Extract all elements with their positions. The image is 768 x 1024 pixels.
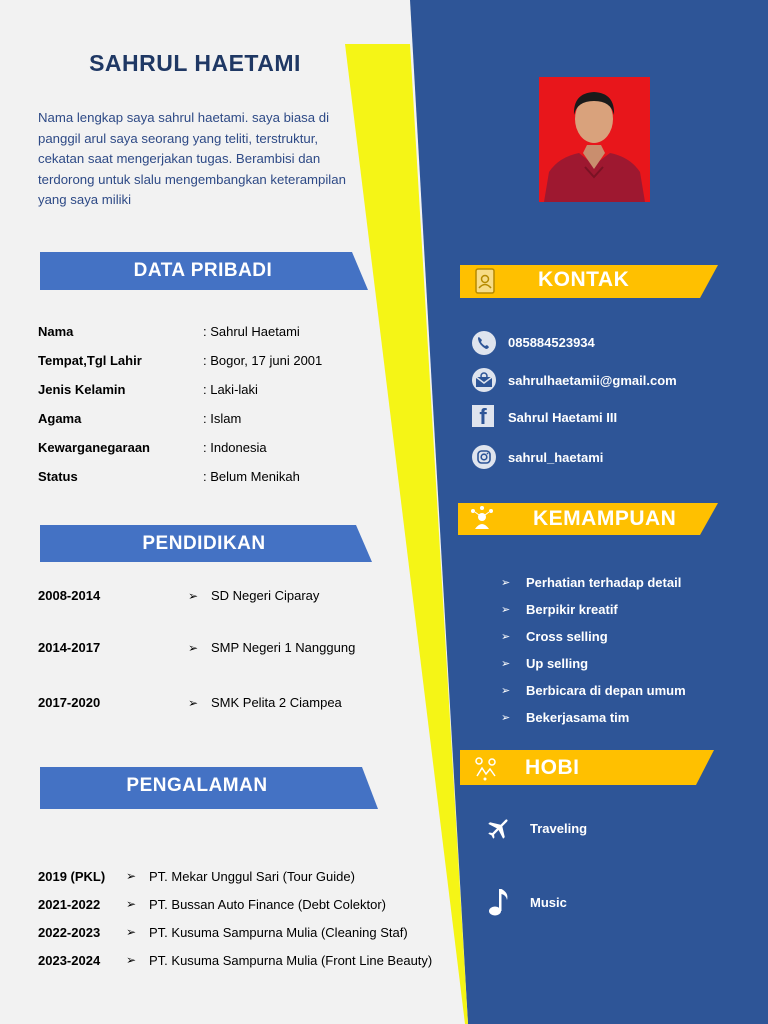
education-item bbox=[38, 588, 319, 603]
experience-job: PT. Mekar Unggul Sari (Tour Guide) bbox=[149, 868, 355, 884]
section-title-pengalaman: PENGALAMAN bbox=[126, 775, 268, 796]
arrow-bullet-icon: ➢ bbox=[501, 604, 511, 616]
skill-item bbox=[501, 569, 686, 596]
experience-years: 2023-2024 bbox=[38, 952, 101, 968]
section-title-kontak: KONTAK bbox=[538, 268, 630, 291]
experience-item bbox=[38, 918, 463, 946]
education-item bbox=[38, 640, 355, 655]
experience-list bbox=[38, 862, 463, 974]
arrow-bullet-icon: ➢ bbox=[126, 897, 137, 911]
data-row-value: : Sahrul Haetami bbox=[203, 324, 300, 339]
address-book-icon bbox=[472, 267, 498, 295]
data-row bbox=[38, 411, 378, 440]
experience-job: PT. Kusuma Sampurna Mulia (Front Line Beauty) bbox=[149, 952, 433, 968]
data-row bbox=[38, 353, 378, 382]
skills-icon bbox=[468, 505, 496, 533]
arrow-bullet-icon: ➢ bbox=[501, 685, 511, 697]
experience-item bbox=[38, 862, 463, 890]
arrow-bullet-icon: ➢ bbox=[126, 925, 137, 939]
experience-years: 2019 (PKL) bbox=[38, 868, 106, 884]
skill-item bbox=[501, 704, 686, 731]
facebook-icon: f bbox=[472, 405, 494, 427]
education-item bbox=[38, 695, 342, 710]
skill-item bbox=[501, 677, 686, 704]
data-row-value: : Belum Menikah bbox=[203, 469, 300, 484]
data-row-value: : Bogor, 17 juni 2001 bbox=[203, 353, 323, 368]
experience-job: PT. Bussan Auto Finance (Debt Colektor) bbox=[149, 896, 387, 912]
experience-years: 2021-2022 bbox=[38, 896, 101, 912]
profile-summary: Nama lengkap saya sahrul haetami. saya biasa di panggil arul saya seorang yang teliti, terstruktur, cekatan saat mengerjakan tugas. Berambisi dan terdorong untuk slalu mengembangkan keterampilan yang saya miliki bbox=[38, 110, 346, 207]
education-school: SD Negeri Ciparay bbox=[211, 588, 320, 603]
hobby-traveling: Traveling bbox=[530, 821, 588, 836]
data-row-label: Nama bbox=[38, 324, 74, 339]
experience-item bbox=[38, 890, 463, 918]
education-school: SMP Negeri 1 Nanggung bbox=[211, 640, 356, 655]
data-row bbox=[38, 440, 378, 469]
profile-photo bbox=[539, 77, 650, 202]
arrow-bullet-icon: ➢ bbox=[126, 869, 137, 883]
contact-email: sahrulhaetamii@gmail.com bbox=[508, 373, 677, 388]
email-icon bbox=[472, 368, 496, 392]
arrow-bullet-icon: ➢ bbox=[501, 631, 511, 643]
data-row bbox=[38, 324, 378, 353]
education-years: 2008-2014 bbox=[38, 588, 101, 603]
skill-label: Perhatian terhadap detail bbox=[526, 575, 682, 590]
skills-list bbox=[501, 569, 686, 731]
skill-label: Cross selling bbox=[526, 629, 608, 644]
arrow-bullet-icon: ➢ bbox=[501, 658, 511, 670]
skill-label: Up selling bbox=[526, 656, 589, 671]
data-pribadi-list bbox=[38, 324, 378, 498]
education-school: SMK Pelita 2 Ciampea bbox=[211, 695, 342, 710]
education-years: 2017-2020 bbox=[38, 695, 101, 710]
hobby-music: Music bbox=[530, 895, 567, 910]
arrow-bullet-icon: ➢ bbox=[188, 695, 199, 710]
skill-label: Berbicara di depan umum bbox=[526, 683, 686, 698]
section-title-data-pribadi: DATA PRIBADI bbox=[133, 260, 273, 281]
arrow-bullet-icon: ➢ bbox=[188, 640, 199, 655]
skill-item bbox=[501, 623, 686, 650]
airplane-icon bbox=[485, 814, 513, 842]
data-row-value: : Laki-laki bbox=[203, 382, 258, 397]
section-title-pendidikan: PENDIDIKAN bbox=[142, 533, 266, 554]
contact-facebook: Sahrul Haetami III bbox=[508, 410, 618, 425]
instagram-icon bbox=[472, 445, 496, 469]
data-row bbox=[38, 469, 378, 498]
data-row-label: Jenis Kelamin bbox=[38, 382, 126, 397]
hobby-icon bbox=[472, 754, 500, 782]
skill-item bbox=[501, 650, 686, 677]
section-title-hobi: HOBI bbox=[525, 756, 580, 779]
experience-job: PT. Kusuma Sampurna Mulia (Cleaning Staf) bbox=[149, 924, 408, 940]
contact-instagram: sahrul_haetami bbox=[508, 450, 604, 465]
music-note-icon bbox=[487, 886, 513, 918]
education-years: 2014-2017 bbox=[38, 640, 101, 655]
phone-icon bbox=[472, 331, 496, 355]
arrow-bullet-icon: ➢ bbox=[188, 588, 199, 603]
arrow-bullet-icon: ➢ bbox=[126, 953, 137, 967]
data-row-value: : Islam bbox=[203, 411, 242, 426]
skill-item bbox=[501, 596, 686, 623]
data-row-value: : Indonesia bbox=[203, 440, 267, 455]
contact-phone: 085884523934 bbox=[508, 335, 595, 350]
data-row-label: Tempat,Tgl Lahir bbox=[38, 353, 142, 368]
arrow-bullet-icon: ➢ bbox=[501, 712, 511, 724]
person-name: SAHRUL HAETAMI bbox=[89, 50, 301, 76]
data-row-label: Status bbox=[38, 469, 78, 484]
experience-item bbox=[38, 946, 463, 974]
skill-label: Bekerjasama tim bbox=[526, 710, 630, 725]
arrow-bullet-icon: ➢ bbox=[501, 577, 511, 589]
data-row bbox=[38, 382, 378, 411]
experience-years: 2022-2023 bbox=[38, 924, 101, 940]
section-title-kemampuan: KEMAMPUAN bbox=[533, 507, 677, 530]
skill-label: Berpikir kreatif bbox=[526, 602, 618, 617]
data-row-label: Kewarganegaraan bbox=[38, 440, 150, 455]
data-row-label: Agama bbox=[38, 411, 82, 426]
